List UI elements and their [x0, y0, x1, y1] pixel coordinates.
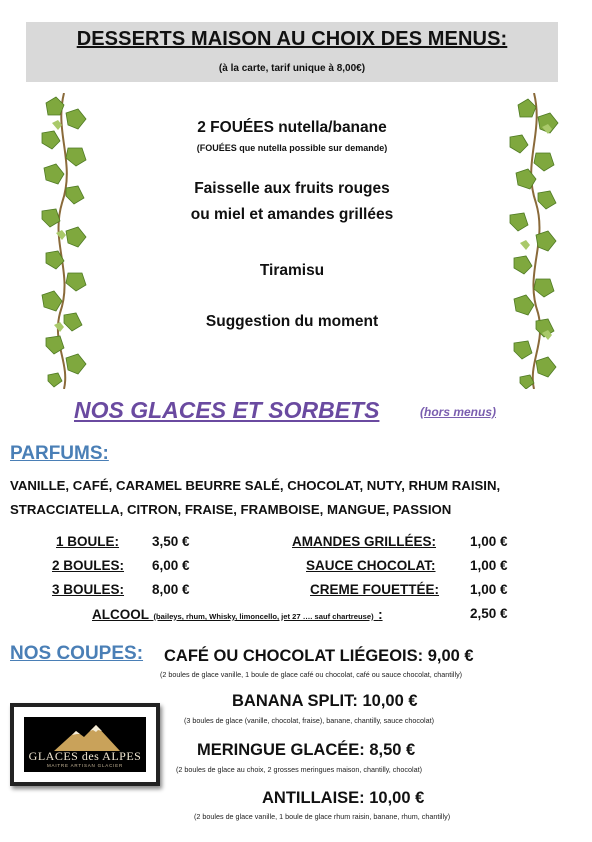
- coupe-meringue: MERINGUE GLACÉE: 8,50 €: [197, 741, 416, 759]
- alcool-price: 2,50 €: [470, 606, 508, 621]
- coupes-heading: NOS COUPES:: [10, 643, 144, 664]
- dessert-suggestion: Suggestion du moment: [205, 313, 379, 330]
- price-label-2-boules: 2 BOULES:: [52, 558, 125, 573]
- price-value-1-boule: 3,50 €: [152, 534, 190, 549]
- price-value-amandes: 1,00 €: [470, 534, 508, 549]
- price-label-3-boules: 3 BOULES:: [52, 582, 125, 597]
- alcool-detail: (baileys, rhum, Whisky, limoncello, jet 27 …. sauf chartreuse): [153, 612, 374, 621]
- dessert-foues: 2 FOUÉES nutella/banane: [197, 119, 387, 136]
- mountain-icon: [24, 717, 146, 751]
- page-subtitle: (à la carte, tarif unique à 8,00€): [218, 63, 366, 74]
- parfums-line-2: STRACCIATELLA, CITRON, FRAISE, FRAMBOISE, MANGUE, PASSION: [10, 502, 452, 517]
- price-label-creme: CREME FOUETTÉE:: [310, 582, 440, 597]
- dessert-tiramisu: Tiramisu: [259, 262, 325, 279]
- alcool-row: [92, 606, 383, 624]
- vine-left-icon: [36, 93, 92, 389]
- dessert-faisselle: Faisselle aux fruits rouges: [194, 180, 390, 197]
- price-value-sauce-chocolat: 1,00 €: [470, 558, 508, 573]
- price-label-1-boule: 1 BOULE:: [56, 534, 120, 549]
- coupe-meringue-desc: (2 boules de glace au choix, 2 grosses meringues maison, chantilly, chocolat): [176, 765, 422, 774]
- coupe-liegeois-desc: (2 boules de glace vanille, 1 boule de glace café ou chocolat, café ou sauce chocolat, chantilly): [160, 670, 463, 679]
- parfums-line-1: VANILLE, CAFÉ, CARAMEL BEURRE SALÉ, CHOCOLAT, NUTY, RHUM RAISIN,: [10, 478, 501, 493]
- coupe-banana-split-desc: (3 boules de glace (vanille, chocolat, fraise), banane, chantilly, sauce chocolat): [184, 716, 434, 725]
- parfums-heading: PARFUMS:: [10, 443, 109, 464]
- price-value-2-boules: 6,00 €: [152, 558, 190, 573]
- glaces-heading: NOS GLACES ET SORBETS: [74, 397, 380, 423]
- coupe-banana-split: BANANA SPLIT: 10,00 €: [232, 692, 418, 710]
- logo-tagline: MAITRE ARTISAN GLACIER: [46, 763, 124, 768]
- vine-right-icon: [506, 93, 562, 389]
- price-value-creme: 1,00 €: [470, 582, 508, 597]
- logo-glaces-des-alpes: [24, 717, 146, 772]
- logo-text: GLACES des ALPES: [28, 749, 142, 763]
- page-title: DESSERTS MAISON AU CHOIX DES MENUS:: [76, 28, 508, 50]
- coupe-antillaise: ANTILLAISE: 10,00 €: [262, 789, 425, 807]
- glaces-note: (hors menus): [420, 405, 497, 419]
- price-label-sauce-chocolat: SAUCE CHOCOLAT:: [306, 558, 436, 573]
- coupe-antillaise-desc: (2 boules de glace vanille, 1 boule de glace rhum raisin, banane, rhum, chantilly): [194, 812, 451, 821]
- alcool-colon: :: [378, 607, 383, 622]
- price-value-3-boules: 8,00 €: [152, 582, 190, 597]
- alcool-label: ALCOOL: [92, 607, 149, 622]
- price-label-amandes: AMANDES GRILLÉES:: [292, 534, 437, 549]
- dessert-faisselle-miel: ou miel et amandes grillées: [190, 206, 394, 223]
- dessert-foues-note: (FOUÉES que nutella possible sur demande): [196, 143, 388, 153]
- coupe-liegeois: CAFÉ OU CHOCOLAT LIÉGEOIS: 9,00 €: [164, 647, 474, 665]
- logo-frame: [10, 703, 160, 786]
